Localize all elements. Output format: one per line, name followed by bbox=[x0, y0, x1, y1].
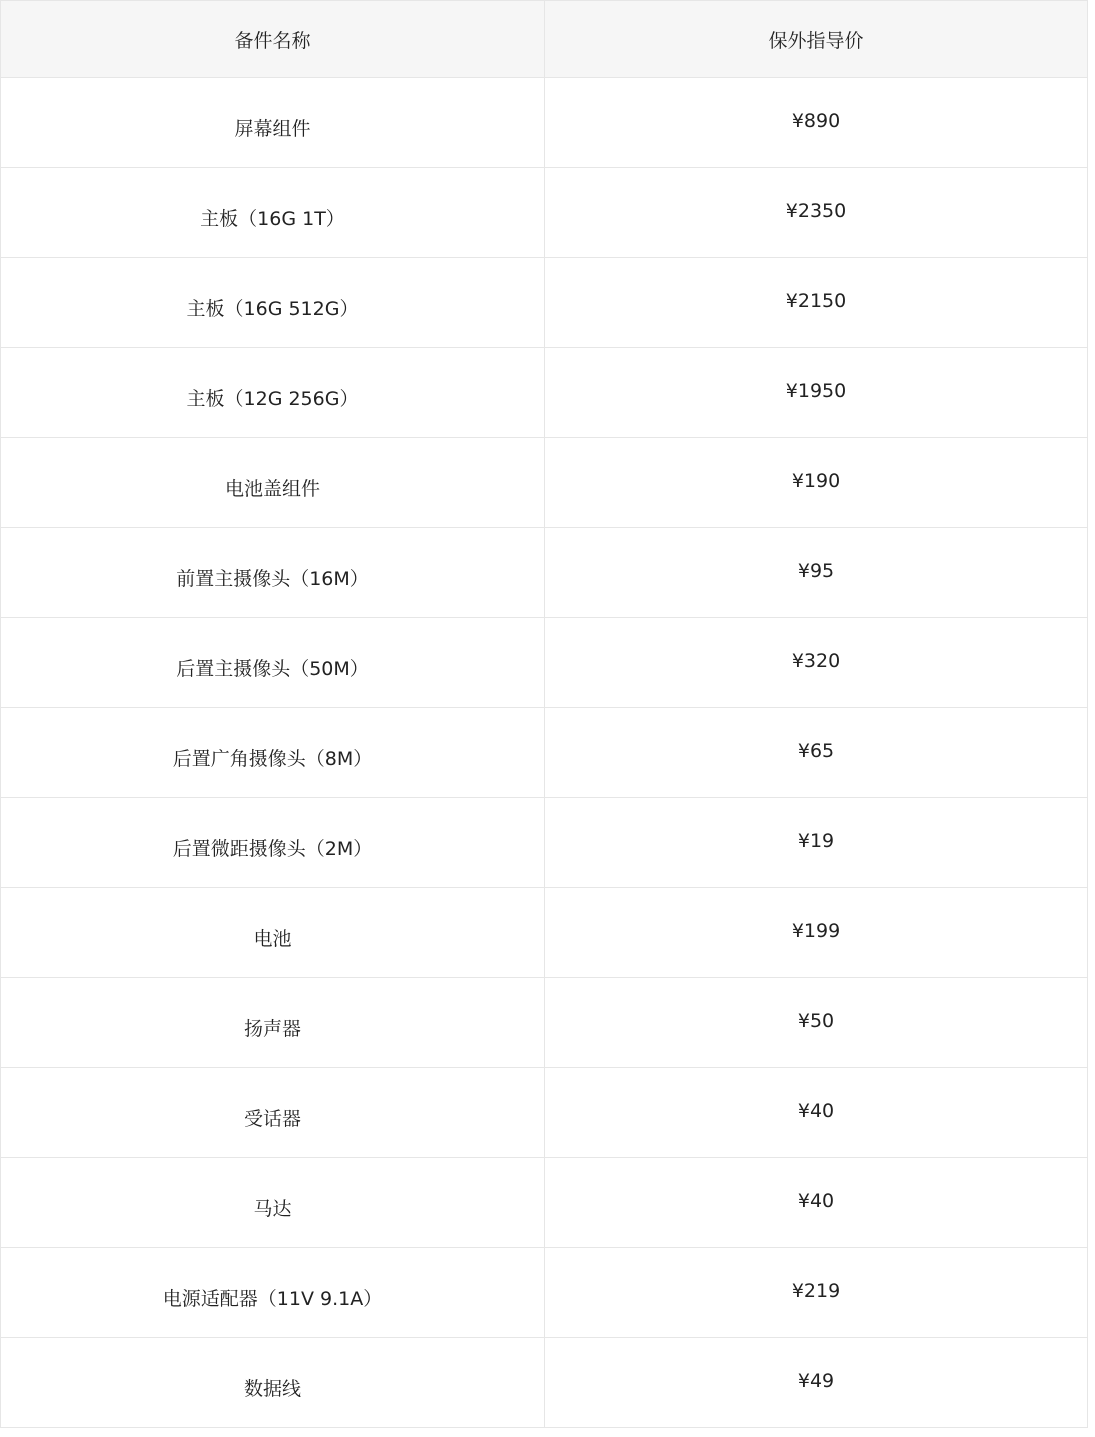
price-value: ¥95 bbox=[797, 559, 835, 582]
price-cell bbox=[545, 798, 1088, 888]
table-row bbox=[1, 618, 1088, 708]
part-name-cell bbox=[1, 708, 545, 798]
price-value: ¥890 bbox=[791, 109, 841, 132]
table-row bbox=[1, 1248, 1088, 1338]
table-row bbox=[1, 1338, 1088, 1428]
price-cell bbox=[545, 258, 1088, 348]
part-name: 主板（16G 1T） bbox=[200, 208, 345, 230]
table-row bbox=[1, 168, 1088, 258]
price-cell bbox=[545, 78, 1088, 168]
price-cell bbox=[545, 888, 1088, 978]
price-cell bbox=[545, 348, 1088, 438]
table-row bbox=[1, 528, 1088, 618]
price-value: ¥320 bbox=[791, 649, 841, 672]
price-value: ¥199 bbox=[791, 919, 841, 942]
price-cell bbox=[545, 1068, 1088, 1158]
price-cell bbox=[545, 978, 1088, 1068]
part-name-cell bbox=[1, 78, 545, 168]
price-value: ¥2350 bbox=[785, 199, 847, 222]
part-name: 后置微距摄像头（2M） bbox=[172, 838, 373, 860]
part-name-cell bbox=[1, 1158, 545, 1248]
part-name-cell bbox=[1, 888, 545, 978]
part-name: 受话器 bbox=[243, 1108, 301, 1130]
part-name-cell bbox=[1, 168, 545, 258]
table-body bbox=[1, 78, 1088, 1428]
table-header-row bbox=[1, 1, 1088, 78]
price-value: ¥219 bbox=[791, 1279, 841, 1302]
part-name: 主板（12G 256G） bbox=[186, 388, 359, 410]
part-name-cell bbox=[1, 438, 545, 528]
part-name-cell bbox=[1, 618, 545, 708]
price-value: ¥50 bbox=[797, 1009, 835, 1032]
table-row bbox=[1, 1068, 1088, 1158]
price-cell bbox=[545, 618, 1088, 708]
table-row bbox=[1, 798, 1088, 888]
table-row bbox=[1, 708, 1088, 798]
price-value: ¥1950 bbox=[785, 379, 847, 402]
price-value: ¥40 bbox=[797, 1189, 835, 1212]
part-name: 屏幕组件 bbox=[234, 118, 311, 140]
part-name-cell bbox=[1, 1338, 545, 1428]
price-cell bbox=[545, 438, 1088, 528]
table-row bbox=[1, 1158, 1088, 1248]
price-cell bbox=[545, 1338, 1088, 1428]
part-name-cell bbox=[1, 798, 545, 888]
price-value: ¥49 bbox=[797, 1369, 835, 1392]
table-row bbox=[1, 978, 1088, 1068]
part-name: 后置广角摄像头（8M） bbox=[172, 748, 373, 770]
price-value: ¥190 bbox=[791, 469, 841, 492]
part-name-cell bbox=[1, 348, 545, 438]
table-row bbox=[1, 348, 1088, 438]
part-name: 扬声器 bbox=[243, 1018, 301, 1040]
part-name: 电池 bbox=[253, 928, 292, 950]
price-cell bbox=[545, 168, 1088, 258]
price-value: ¥19 bbox=[797, 829, 835, 852]
table-row bbox=[1, 438, 1088, 528]
price-value: ¥2150 bbox=[785, 289, 847, 312]
part-name-cell bbox=[1, 1248, 545, 1338]
part-name-cell bbox=[1, 528, 545, 618]
column-header-price: 保外指导价 bbox=[545, 1, 1088, 78]
table-row bbox=[1, 258, 1088, 348]
price-cell bbox=[545, 1248, 1088, 1338]
part-name: 后置主摄像头（50M） bbox=[176, 658, 369, 680]
price-cell bbox=[545, 708, 1088, 798]
price-value: ¥65 bbox=[797, 739, 835, 762]
part-name: 数据线 bbox=[243, 1378, 301, 1400]
part-name: 电源适配器（11V 9.1A） bbox=[162, 1288, 383, 1310]
column-header-part-name: 备件名称 bbox=[1, 1, 545, 78]
price-cell bbox=[545, 528, 1088, 618]
price-cell bbox=[545, 1158, 1088, 1248]
part-name: 主板（16G 512G） bbox=[186, 298, 359, 320]
part-name: 电池盖组件 bbox=[224, 478, 320, 500]
price-value: ¥40 bbox=[797, 1099, 835, 1122]
part-name-cell bbox=[1, 978, 545, 1068]
part-name: 马达 bbox=[253, 1198, 292, 1220]
table-row bbox=[1, 78, 1088, 168]
part-name: 前置主摄像头（16M） bbox=[176, 568, 369, 590]
part-name-cell bbox=[1, 1068, 545, 1158]
table-row bbox=[1, 888, 1088, 978]
part-name-cell bbox=[1, 258, 545, 348]
